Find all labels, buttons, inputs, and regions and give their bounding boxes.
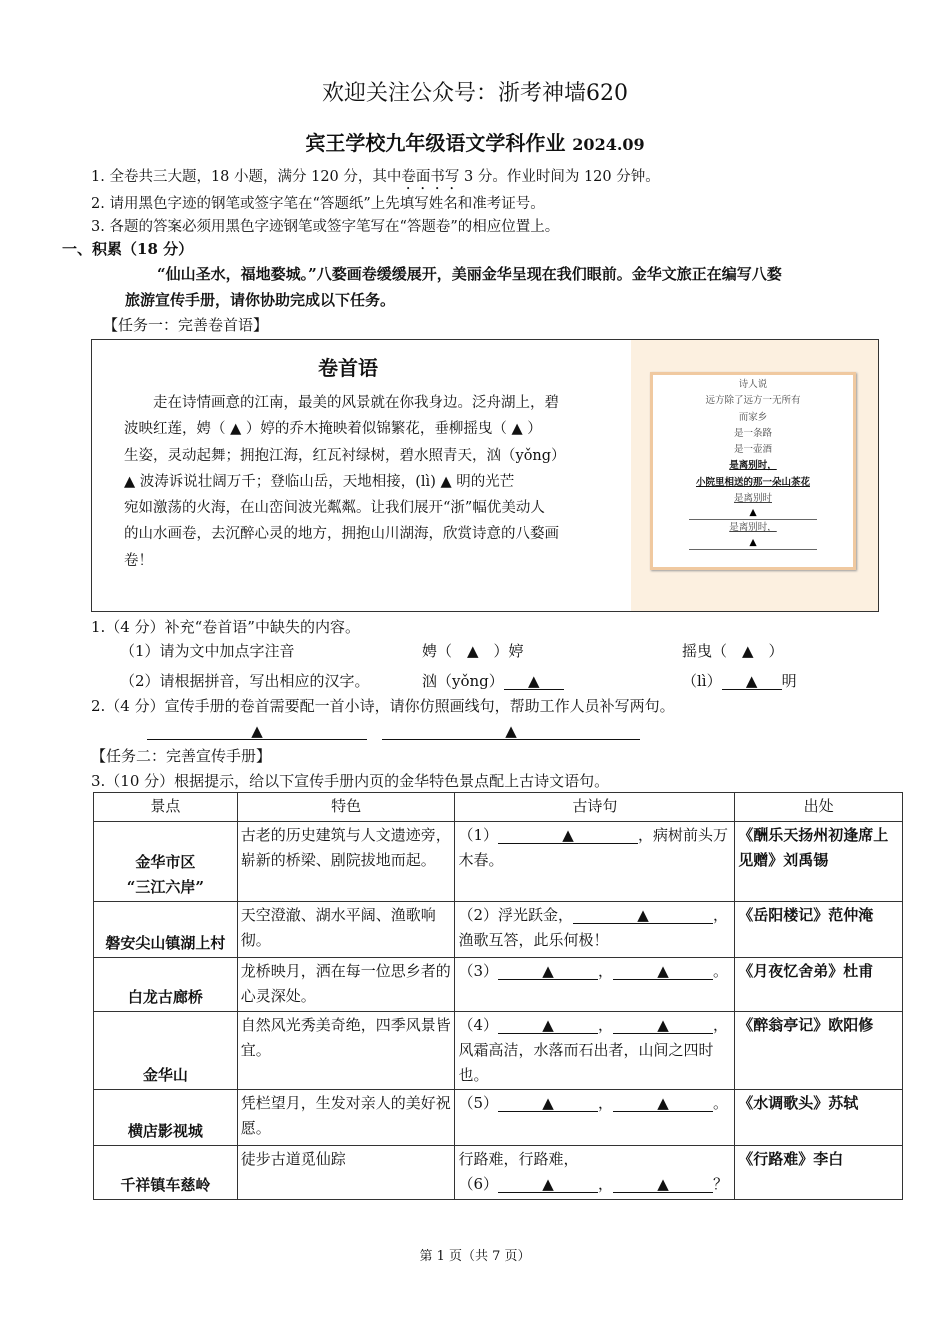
source-cell: 《酬乐天扬州初逢席上见赠》刘禹锡 [735,822,903,902]
answer-blank[interactable]: ▲ [498,1176,598,1193]
verse-cell: （2）浮光跃金， ▲ ，渔歌互答，此乐何极！ [455,902,735,958]
poem-image [631,340,878,611]
spot-cell: 白龙古廊桥 [94,958,238,1012]
answer-blank[interactable]: ▲ [613,963,713,980]
header-cell: 出处 [735,793,903,822]
feature-cell: 龙桥映月，洒在每一位思乡者的心灵深处。 [237,958,455,1012]
spot-cell: 磐安尖山镇湖上村 [94,902,238,958]
answer-blank[interactable]: ▲ [504,673,564,690]
q1-part1-a: 娉（ ▲ ）婷 [422,642,524,660]
feature-cell: 天空澄澈、湖水平阔、渔歌响彻。 [237,902,455,958]
feature-cell: 古老的历史建筑与人文遗迹旁，崭新的桥梁、剧院拔地而起。 [237,822,455,902]
q1-part1-b: 摇曳（ ▲ ） [682,642,784,660]
feature-cell: 自然风光秀美奇绝，四季风景皆宜。 [237,1012,455,1090]
source-cell: 《月夜忆舍弟》杜甫 [735,958,903,1012]
spot-cell: 金华山 [94,1012,238,1090]
verse-cell: （4） ▲ ， ▲ ，风霜高洁，水落而石出者，山间之四时也。 [455,1012,735,1090]
q2-stem: 2.（4 分）宣传手册的卷首需要配一首小诗，请你仿照画线句，帮助工作人员补写两句。 [91,697,675,715]
verse-cell: 行路难，行路难， （6） ▲ ， ▲ ？ [455,1146,735,1200]
note-3: 3. 各题的答案必须用黑色字迹钢笔或签字笔写在“答题卷”的相应位置上。 [91,219,560,235]
feature-cell: 凭栏望月，生发对亲人的美好祝愿。 [237,1090,455,1146]
q1-part1: （1）请为文中加点字注音 [120,642,295,660]
scenic-spot-table [93,792,903,1200]
answer-blank[interactable]: ▲ [498,827,638,844]
poem-card: 诗人说 远方除了远方一无所有 而家乡 是一条路 是一壶酒 是离别时， 小院里相送的那一朵山茶花 是离别时 ▲ 是离别时， ▲ [650,372,856,570]
source-cell: 《岳阳楼记》范仲淹 [735,902,903,958]
feature-cell: 徒步古道觅仙踪 [237,1146,455,1200]
note-1: 1. 全卷共三大题，18 小题，满分 120 分，其中卷面书写 3 分。作业时间为 120 分钟。 [91,169,660,185]
answer-blank[interactable]: ▲ [613,1176,713,1193]
answer-blank[interactable]: ▲ [382,723,640,740]
spot-cell: 千祥镇车慈岭 [94,1146,238,1200]
preface-box [91,339,879,612]
answer-blank[interactable]: ▲ [613,1095,713,1112]
watermark-text: 欢迎关注公众号：浙考神墙620 [322,81,628,106]
q1-part2: （2）请根据拼音，写出相应的汉字。 [120,672,370,690]
q1-part2-a: 汹（yǒng） ▲ [422,670,564,691]
spot-cell: 横店影视城 [94,1090,238,1146]
intro-line-2: 旅游宣传手册，请你协助完成以下任务。 [125,291,396,309]
preface-text: 走在诗情画意的江南，最美的风景就在你我身边。泛舟湖上，碧 波映红莲，娉（ ▲ ）婷的乔木掩映着似锦繁花，垂柳摇曳（ ▲ ） 生姿，灵动起舞；拥抱江海，红瓦衬绿树，碧水照青天，汹（yǒng） ▲ 波涛诉说壮阔万千；登临山岳，天地相接，(lì) ▲ 明的光芒 宛如激荡的火海，在山峦间波光粼粼。让我们展开“浙”幅优美动人 的山水画卷，去沉醉心灵的地方，拥抱山川湖海，欣赏诗意的八婺画 卷！ [124,395,566,569]
preface-heading: 卷首语 [318,356,378,380]
table-row [94,958,903,1012]
q1-part2-b: （lì） ▲ 明 [682,672,797,690]
section-heading: 一、积累（18 分） [62,240,194,258]
table-row [94,1012,903,1090]
source-cell: 《水调歌头》苏轼 [735,1090,903,1146]
table-header-row [94,793,903,822]
table-row [94,822,903,902]
task2-heading: 【任务二：完善宣传手册】 [91,747,272,765]
answer-blank[interactable]: ▲ [498,1017,598,1034]
page-title: 宾王学校九年级语文学科作业 2024.09 [305,131,645,155]
page-footer: 第 1 页（共 7 页） [419,1249,531,1264]
verse-cell: （5） ▲ ， ▲ 。 [455,1090,735,1146]
spot-cell: 金华市区 “三江六岸” [94,822,238,902]
source-cell: 《醉翁亭记》欧阳修 [735,1012,903,1090]
header-cell: 特色 [237,793,455,822]
answer-blank[interactable]: ▲ [498,963,598,980]
verse-cell: （1） ▲ ，病树前头万木春。 [455,822,735,902]
answer-blank[interactable]: ▲ [722,673,782,690]
q3-stem: 3.（10 分）根据提示，给以下宣传手册内页的金华特色景点配上古诗文语句。 [91,772,610,790]
header-cell: 景点 [94,793,238,822]
table-row [94,902,903,958]
q1-stem: 1.（4 分）补充“卷首语”中缺失的内容。 [91,618,360,636]
note-2: 2. 请用黑色字迹的钢笔或签字笔在“答题纸”上先填写姓名和准考证号。 [91,196,545,212]
intro-line-1: “仙山圣水，福地婺城。”八婺画卷缓缓展开，美丽金华呈现在我们眼前。金华文旅正在编写八婺 [157,265,782,283]
answer-blank[interactable]: ▲ [613,1017,713,1034]
answer-blank[interactable]: ▲ [147,723,367,740]
answer-blank[interactable]: ▲ [573,907,713,924]
task1-heading: 【任务一：完善卷首语】 [103,316,269,334]
q2-answer-lines [147,720,640,741]
table-row [94,1090,903,1146]
header-cell: 古诗句 [455,793,735,822]
table-row [94,1146,903,1200]
source-cell: 《行路难》李白 [735,1146,903,1200]
answer-blank[interactable]: ▲ [498,1095,598,1112]
verse-cell: （3） ▲ ， ▲ 。 [455,958,735,1012]
